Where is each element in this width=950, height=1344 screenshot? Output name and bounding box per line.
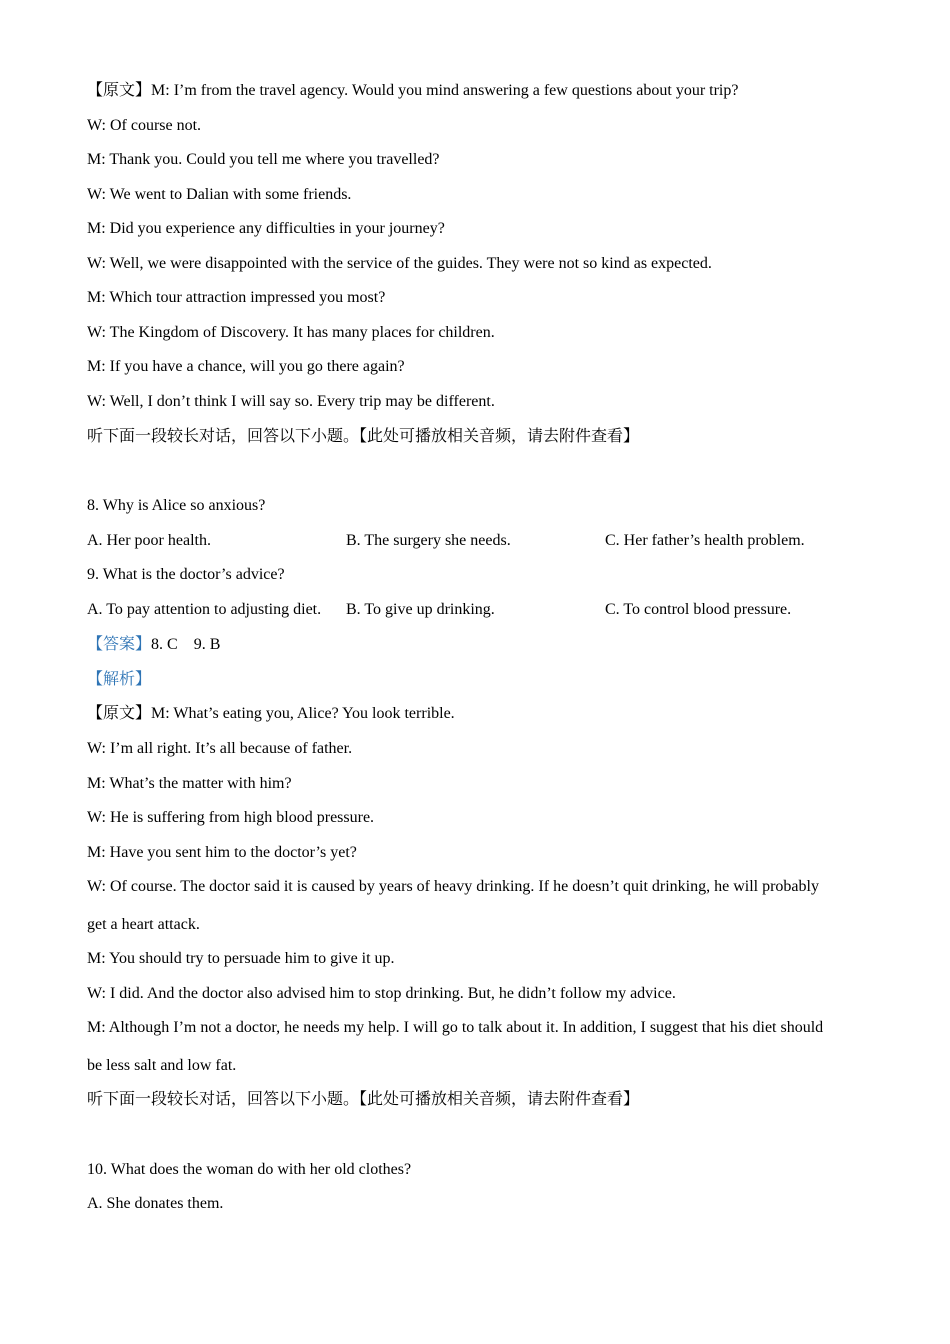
answer-text: 8. C 9. B bbox=[151, 636, 221, 653]
question-9-option-a: A. To pay attention to adjusting diet. bbox=[87, 601, 322, 618]
transcript-line: M: You should try to persuade him to give it up. bbox=[87, 950, 395, 967]
answer-label: 【答案】 bbox=[87, 636, 152, 653]
question-8-stem: 8. Why is Alice so anxious? bbox=[87, 497, 266, 514]
audio-instruction: 听下面一段较长对话，回答以下小题。【此处可播放相关音频，请去附件查看】 bbox=[87, 1091, 640, 1108]
question-8-option-a: A. Her poor health. bbox=[87, 532, 211, 549]
question-10-stem: 10. What does the woman do with her old clothes? bbox=[87, 1161, 412, 1178]
transcript-line: 【原文】M: I’m from the travel agency. Would you mind answering a few questions about your trip? bbox=[87, 82, 739, 99]
question-9-stem: 9. What is the doctor’s advice? bbox=[87, 566, 285, 583]
transcript-line: 【原文】M: What’s eating you, Alice? You look terrible. bbox=[87, 705, 455, 722]
transcript-line: W: Of course. The doctor said it is caused by years of heavy drinking. If he doesn’t quit drinking, he will probably bbox=[87, 878, 819, 895]
question-9-option-b: B. To give up drinking. bbox=[346, 601, 495, 618]
audio-instruction: 听下面一段较长对话，回答以下小题。【此处可播放相关音频，请去附件查看】 bbox=[87, 428, 640, 445]
transcript-line: W: He is suffering from high blood pressure. bbox=[87, 809, 375, 826]
transcript-line: W: The Kingdom of Discovery. It has many places for children. bbox=[87, 324, 495, 341]
transcript-line: M: Have you sent him to the doctor’s yet? bbox=[87, 844, 357, 861]
transcript-label: 【原文】 bbox=[87, 82, 152, 99]
transcript-line: W: Well, I don’t think I will say so. Every trip may be different. bbox=[87, 393, 495, 410]
transcript-line: W: Well, we were disappointed with the service of the guides. They were not so kind as expected. bbox=[87, 255, 712, 272]
transcript-line: M: What’s the matter with him? bbox=[87, 775, 292, 792]
transcript-line: get a heart attack. bbox=[87, 916, 200, 933]
transcript-line: M: Did you experience any difficulties in your journey? bbox=[87, 220, 445, 237]
transcript-line: M: Although I’m not a doctor, he needs my help. I will go to talk about it. In addition, I suggest that his diet should bbox=[87, 1019, 824, 1036]
transcript-line: M: If you have a chance, will you go there again? bbox=[87, 358, 405, 375]
question-8-option-b: B. The surgery she needs. bbox=[346, 532, 511, 549]
transcript-line: W: I did. And the doctor also advised him to stop drinking. But, he didn’t follow my advice. bbox=[87, 985, 676, 1002]
transcript-line: M: Thank you. Could you tell me where you travelled? bbox=[87, 151, 440, 168]
question-8-option-c: C. Her father’s health problem. bbox=[605, 532, 805, 549]
transcript-line: W: Of course not. bbox=[87, 117, 202, 134]
transcript-label: 【原文】 bbox=[87, 705, 152, 722]
transcript-line: be less salt and low fat. bbox=[87, 1057, 237, 1074]
transcript-line: W: We went to Dalian with some friends. bbox=[87, 186, 352, 203]
question-10-option-a: A. She donates them. bbox=[87, 1195, 224, 1212]
transcript-line: M: Which tour attraction impressed you most? bbox=[87, 289, 386, 306]
answer-line bbox=[87, 635, 220, 655]
analysis-label: 【解析】 bbox=[87, 671, 152, 688]
transcript-line: W: I’m all right. It’s all because of father. bbox=[87, 740, 353, 757]
question-9-option-c: C. To control blood pressure. bbox=[605, 601, 792, 618]
